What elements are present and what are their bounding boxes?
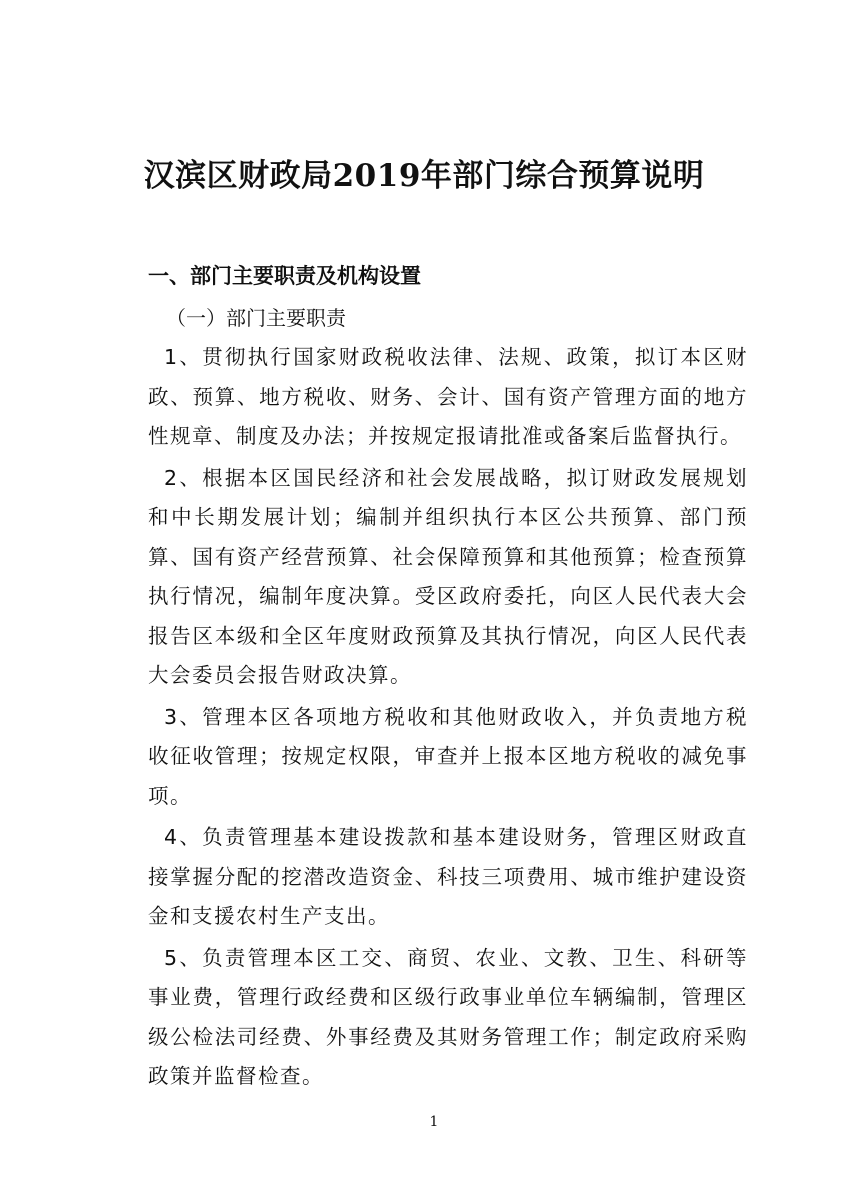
page-number: 1 xyxy=(429,1114,439,1130)
paragraph-2: 2、根据本区国民经济和社会发展战略，拟订财政发展规划和中长期发展计划；编制并组织执行本区公共预算、部门预算、国有资产经营预算、社会保障预算和其他预算；检查预算执行情况，编制年度决算。受区政府委托，向区人民代表大会报告区本级和全区年度财政预算及其执行情况，向区人民代表大会委员会报告财政决算。 xyxy=(148,465,748,687)
section-heading: 一、部门主要职责及机构设置 xyxy=(148,264,421,288)
paragraph-3: 3、管理本区各项地方税收和其他财政收入，并负责地方税收征收管理；按规定权限，审查并上报本区地方税收的减免事项。 xyxy=(148,704,748,808)
paragraph-5: 5、负责管理本区工交、商贸、农业、文教、卫生、科研等事业费，管理行政经费和区级行政事业单位车辆编制，管理区级公检法司经费、外事经费及其财务管理工作；制定政府采购政策并监督检查。 xyxy=(148,945,748,1088)
document-title: 汉滨区财政局2019年部门综合预算说明 xyxy=(143,158,705,194)
subsection-heading: （一）部门主要职责 xyxy=(166,306,346,330)
document-body xyxy=(148,338,748,1099)
paragraph-1: 1、贯彻执行国家财政税收法律、法规、政策，拟订本区财政、预算、地方税收、财务、会计、国有资产管理方面的地方性规章、制度及办法；并按规定报请批准或备案后监督执行。 xyxy=(148,345,748,448)
paragraph-4: 4、负责管理基本建设拨款和基本建设财务，管理区财政直接掌握分配的挖潜改造资金、科技三项费用、城市维护建设资金和支援农村生产支出。 xyxy=(148,825,748,928)
